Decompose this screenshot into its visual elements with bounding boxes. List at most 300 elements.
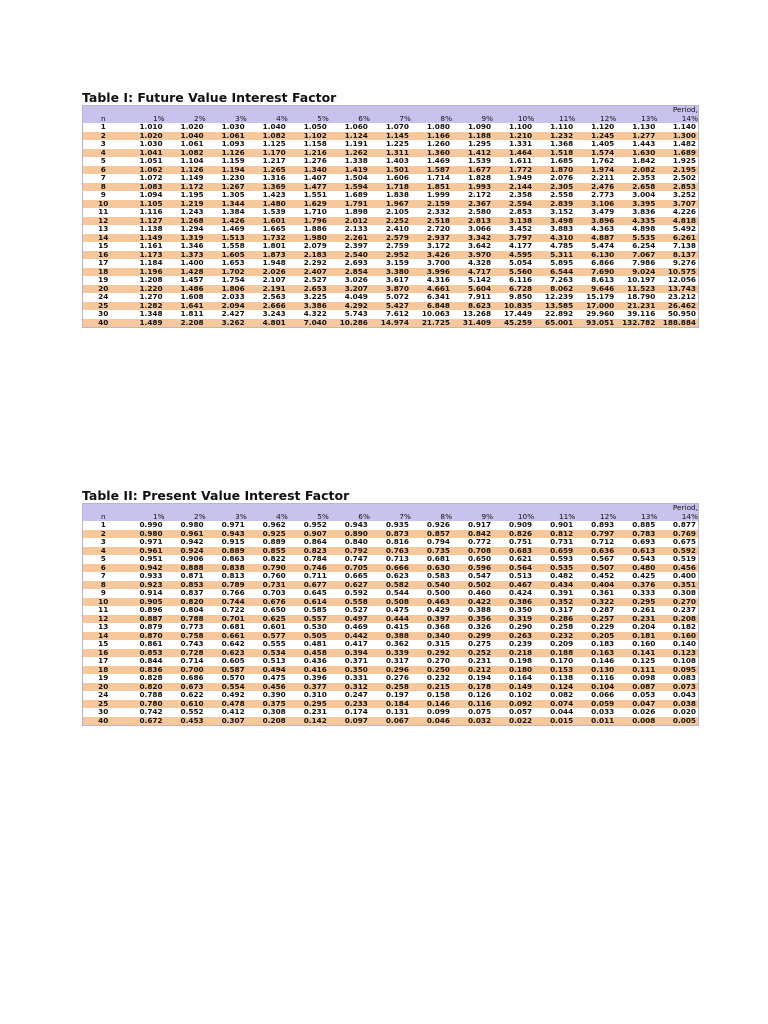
factor-cell: 7.067	[616, 251, 657, 260]
factor-cell: 4.818	[657, 217, 698, 226]
rate-header: 4%	[247, 513, 288, 522]
factor-cell: 12.056	[657, 276, 698, 285]
factor-cell: 0.683	[493, 547, 534, 556]
factor-cell: 7.911	[452, 293, 493, 302]
factor-cell: 2.261	[329, 234, 370, 243]
factor-cell: 0.500	[411, 589, 452, 598]
factor-cell: 0.543	[616, 555, 657, 564]
factor-cell: 0.067	[370, 717, 411, 726]
factor-cell: 0.391	[534, 589, 575, 598]
factor-cell: 0.044	[534, 708, 575, 717]
table-header-row	[83, 106, 699, 115]
factor-cell: 1.898	[329, 208, 370, 217]
factor-cell: 1.158	[288, 140, 329, 149]
factor-cell: 0.469	[329, 623, 370, 632]
rate-header: 11%	[534, 513, 575, 522]
factor-cell: 1.407	[288, 174, 329, 183]
factor-cell: 1.400	[165, 259, 206, 268]
factor-cell: 0.390	[247, 691, 288, 700]
factor-cell: 0.943	[329, 521, 370, 530]
factor-cell: 0.180	[493, 666, 534, 675]
factor-cell: 1.110	[534, 123, 575, 132]
factor-cell: 1.710	[288, 208, 329, 217]
factor-cell: 2.353	[616, 174, 657, 183]
factor-cell: 0.208	[657, 615, 698, 624]
period-cell: 24	[83, 293, 124, 302]
factor-cell: 0.026	[616, 708, 657, 717]
factor-cell: 1.344	[206, 200, 247, 209]
factor-cell: 0.924	[165, 547, 206, 556]
factor-cell: 0.270	[657, 598, 698, 607]
factor-cell: 2.579	[370, 234, 411, 243]
factor-cell: 0.804	[165, 606, 206, 615]
factor-cell: 0.693	[616, 538, 657, 547]
factor-cell: 0.659	[534, 547, 575, 556]
factor-cell: 0.153	[534, 666, 575, 675]
factor-cell: 2.720	[411, 225, 452, 234]
table-row	[83, 547, 699, 556]
factor-cell: 1.125	[247, 140, 288, 149]
factor-cell: 0.307	[206, 717, 247, 726]
factor-cell: 1.260	[411, 140, 452, 149]
factor-cell: 1.216	[288, 149, 329, 158]
factor-cell: 1.094	[124, 191, 165, 200]
period-cell: 1	[83, 123, 124, 132]
factor-cell: 0.711	[288, 572, 329, 581]
factor-cell: 1.412	[452, 149, 493, 158]
factor-cell: 1.630	[616, 149, 657, 158]
factor-cell: 1.464	[493, 149, 534, 158]
period-cell: 20	[83, 285, 124, 294]
factor-cell: 0.889	[206, 547, 247, 556]
period-cell: 24	[83, 691, 124, 700]
factor-cell: 7.690	[575, 268, 616, 277]
factor-cell: 0.747	[329, 555, 370, 564]
factor-cell: 2.759	[370, 242, 411, 251]
factor-cell: 0.915	[206, 538, 247, 547]
table-row	[83, 285, 699, 294]
factor-cell: 39.116	[616, 310, 657, 319]
factor-cell: 2.358	[493, 191, 534, 200]
factor-cell: 0.906	[165, 555, 206, 564]
factor-cell: 2.208	[165, 319, 206, 328]
factor-cell: 1.469	[206, 225, 247, 234]
factor-cell: 0.275	[452, 640, 493, 649]
factor-cell: 1.062	[124, 166, 165, 175]
factor-cell: 4.785	[534, 242, 575, 251]
factor-cell: 0.146	[411, 700, 452, 709]
factor-cell: 1.208	[124, 276, 165, 285]
factor-cell: 3.707	[657, 200, 698, 209]
factor-cell: 0.163	[575, 649, 616, 658]
factor-cell: 1.772	[493, 166, 534, 175]
period-cell: 30	[83, 708, 124, 717]
factor-cell: 23.212	[657, 293, 698, 302]
rate-header: 11%	[534, 115, 575, 124]
period-cell: 18	[83, 268, 124, 277]
factor-cell: 0.317	[370, 657, 411, 666]
factor-cell: 8.137	[657, 251, 698, 260]
factor-cell: 3.342	[452, 234, 493, 243]
factor-cell: 1.030	[124, 140, 165, 149]
factor-cell: 0.760	[247, 572, 288, 581]
factor-cell: 0.942	[124, 564, 165, 573]
rate-header: 8%	[411, 513, 452, 522]
factor-cell: 1.126	[206, 149, 247, 158]
factor-cell: 2.853	[493, 208, 534, 217]
factor-cell: 1.980	[288, 234, 329, 243]
factor-cell: 0.149	[493, 683, 534, 692]
factor-cell: 2.082	[616, 166, 657, 175]
factor-cell: 2.854	[329, 268, 370, 277]
factor-cell: 0.458	[288, 649, 329, 658]
factor-cell: 1.102	[288, 132, 329, 141]
factor-cell: 0.158	[411, 691, 452, 700]
factor-cell: 2.427	[206, 310, 247, 319]
factor-cell: 0.442	[329, 632, 370, 641]
factor-cell: 2.476	[575, 183, 616, 192]
factor-cell: 1.219	[165, 200, 206, 209]
table-row	[83, 555, 699, 564]
factor-cell: 3.243	[247, 310, 288, 319]
period-cell: 7	[83, 572, 124, 581]
factor-cell: 0.188	[534, 649, 575, 658]
factor-cell: 1.489	[124, 319, 165, 328]
factor-cell: 0.766	[206, 589, 247, 598]
factor-cell: 0.623	[370, 572, 411, 581]
factor-cell: 0.642	[206, 640, 247, 649]
factor-cell: 2.195	[657, 166, 698, 175]
factor-cell: 0.074	[534, 700, 575, 709]
factor-cell: 0.131	[370, 708, 411, 717]
factor-cell: 0.233	[329, 700, 370, 709]
factor-cell: 45.259	[493, 319, 534, 328]
factor-cell: 0.554	[206, 683, 247, 692]
factor-cell: 6.728	[493, 285, 534, 294]
factor-cell: 0.853	[124, 649, 165, 658]
factor-cell: 0.772	[452, 538, 493, 547]
factor-cell: 1.513	[206, 234, 247, 243]
factor-cell: 1.130	[616, 123, 657, 132]
factor-cell: 0.141	[616, 649, 657, 658]
factor-cell: 0.744	[206, 598, 247, 607]
factor-cell: 0.178	[452, 683, 493, 692]
rate-header: 3%	[206, 115, 247, 124]
factor-cell: 1.010	[124, 123, 165, 132]
factor-cell: 0.350	[493, 606, 534, 615]
factor-cell: 0.104	[575, 683, 616, 692]
factor-cell: 0.705	[329, 564, 370, 573]
factor-cell: 0.046	[411, 717, 452, 726]
factor-cell: 0.108	[657, 657, 698, 666]
factor-cell: 0.140	[657, 640, 698, 649]
factor-cell: 0.258	[534, 623, 575, 632]
factor-cell: 0.453	[165, 717, 206, 726]
factor-cell: 0.614	[288, 598, 329, 607]
factor-cell: 1.276	[288, 157, 329, 166]
factor-cell: 0.650	[452, 555, 493, 564]
factor-cell: 0.623	[206, 649, 247, 658]
factor-cell: 0.331	[329, 674, 370, 683]
factor-cell: 1.842	[616, 157, 657, 166]
table-row	[83, 310, 699, 319]
period-cell: 4	[83, 547, 124, 556]
period-cell: 40	[83, 717, 124, 726]
factor-cell: 0.142	[288, 717, 329, 726]
factor-cell: 13.585	[534, 302, 575, 311]
factor-cell: 0.229	[575, 623, 616, 632]
factor-cell: 0.790	[247, 564, 288, 573]
factor-cell: 2.252	[370, 217, 411, 226]
factor-cell: 0.124	[534, 683, 575, 692]
factor-cell: 1.196	[124, 268, 165, 277]
factor-cell: 3.225	[288, 293, 329, 302]
table-row	[83, 598, 699, 607]
factor-cell: 0.351	[657, 581, 698, 590]
period-cell: 25	[83, 700, 124, 709]
factor-cell: 10.575	[657, 268, 698, 277]
factor-cell: 2.773	[575, 191, 616, 200]
table-row	[83, 564, 699, 573]
factor-cell: 1.605	[206, 251, 247, 260]
factor-cell: 0.376	[616, 581, 657, 590]
factor-cell: 0.962	[247, 521, 288, 530]
factor-cell: 1.685	[534, 157, 575, 166]
factor-cell: 3.152	[534, 208, 575, 217]
table-row	[83, 717, 699, 726]
factor-cell: 1.331	[493, 140, 534, 149]
factor-cell: 0.011	[575, 717, 616, 726]
factor-cell: 9.024	[616, 268, 657, 277]
factor-cell: 1.338	[329, 157, 370, 166]
factor-cell: 0.625	[247, 615, 288, 624]
factor-cell: 3.797	[493, 234, 534, 243]
factor-cell: 0.677	[288, 581, 329, 590]
factor-cell: 0.160	[616, 640, 657, 649]
table-row	[83, 225, 699, 234]
period-cell: 40	[83, 319, 124, 328]
table-row	[83, 674, 699, 683]
factor-cell: 3.970	[452, 251, 493, 260]
factor-cell: 2.191	[247, 285, 288, 294]
factor-cell: 4.801	[247, 319, 288, 328]
factor-cell: 0.784	[288, 555, 329, 564]
factor-cell: 0.701	[206, 615, 247, 624]
factor-cell: 1.384	[206, 208, 247, 217]
table-row	[83, 708, 699, 717]
factor-cell: 1.967	[370, 200, 411, 209]
factor-cell: 0.317	[534, 606, 575, 615]
table-row	[83, 572, 699, 581]
factor-cell: 0.095	[657, 666, 698, 675]
table-row	[83, 251, 699, 260]
factor-cell: 0.295	[616, 598, 657, 607]
factor-cell: 1.294	[165, 225, 206, 234]
period-cell: 5	[83, 555, 124, 564]
factor-cell: 1.194	[206, 166, 247, 175]
factor-cell: 6.254	[616, 242, 657, 251]
factor-cell: 1.611	[493, 157, 534, 166]
factor-cell: 0.853	[165, 581, 206, 590]
factor-cell: 5.492	[657, 225, 698, 234]
table-title: Table I: Future Value Interest Factor	[82, 90, 337, 105]
period-cell: 4	[83, 149, 124, 158]
factor-cell: 4.292	[329, 302, 370, 311]
factor-cell: 21.231	[616, 302, 657, 311]
factor-cell: 8.613	[575, 276, 616, 285]
factor-cell: 1.403	[370, 157, 411, 166]
factor-cell: 26.462	[657, 302, 698, 311]
factor-cell: 0.296	[370, 666, 411, 675]
factor-cell: 3.026	[329, 276, 370, 285]
factor-cell: 1.477	[288, 183, 329, 192]
factor-cell: 0.497	[329, 615, 370, 624]
factor-cell: 0.961	[124, 547, 165, 556]
period-cell: 13	[83, 225, 124, 234]
factor-cell: 0.043	[657, 691, 698, 700]
factor-cell: 3.896	[575, 217, 616, 226]
factor-cell: 0.404	[575, 581, 616, 590]
period-cell: 25	[83, 302, 124, 311]
factor-cell: 0.092	[493, 700, 534, 709]
factor-cell: 2.033	[206, 293, 247, 302]
table-row	[83, 140, 699, 149]
factor-cell: 0.650	[247, 606, 288, 615]
factor-cell: 1.469	[411, 157, 452, 166]
factor-cell: 2.952	[370, 251, 411, 260]
factor-cell: 1.419	[329, 166, 370, 175]
factor-cell: 1.316	[247, 174, 288, 183]
factor-cell: 7.986	[616, 259, 657, 268]
period-label: Period,	[83, 106, 699, 115]
factor-cell: 0.540	[411, 581, 452, 590]
factor-cell: 1.040	[247, 123, 288, 132]
factor-cell: 0.547	[452, 572, 493, 581]
factor-cell: 0.125	[616, 657, 657, 666]
factor-cell: 1.120	[575, 123, 616, 132]
factor-cell: 0.232	[411, 674, 452, 683]
period-cell: 6	[83, 564, 124, 573]
table-row	[83, 623, 699, 632]
factor-cell: 1.217	[247, 157, 288, 166]
factor-cell: 0.082	[534, 691, 575, 700]
factor-cell: 13.268	[452, 310, 493, 319]
factor-cell: 2.937	[411, 234, 452, 243]
factor-cell: 0.356	[452, 615, 493, 624]
table-row	[83, 259, 699, 268]
rate-header: 10%	[493, 115, 534, 124]
factor-cell: 0.232	[534, 632, 575, 641]
factor-cell: 0.863	[206, 555, 247, 564]
factor-cell: 0.613	[616, 547, 657, 556]
factor-cell: 1.360	[411, 149, 452, 158]
factor-cell: 1.184	[124, 259, 165, 268]
period-cell: 2	[83, 530, 124, 539]
factor-cell: 0.971	[124, 538, 165, 547]
factor-cell: 0.838	[206, 564, 247, 573]
factor-cell: 1.149	[165, 174, 206, 183]
factor-cell: 4.717	[452, 268, 493, 277]
factor-cell: 10.197	[616, 276, 657, 285]
table-row	[83, 615, 699, 624]
factor-cell: 0.252	[452, 649, 493, 658]
factor-cell: 8.062	[534, 285, 575, 294]
table-row	[83, 191, 699, 200]
factor-cell: 1.539	[247, 208, 288, 217]
rate-header: 14%	[657, 115, 698, 124]
factor-cell: 1.225	[370, 140, 411, 149]
factor-cell: 0.292	[411, 649, 452, 658]
period-cell: 15	[83, 242, 124, 251]
factor-cell: 0.530	[288, 623, 329, 632]
factor-cell: 1.629	[288, 200, 329, 209]
table-row	[83, 700, 699, 709]
factor-cell: 0.855	[247, 547, 288, 556]
factor-cell: 0.686	[165, 674, 206, 683]
factor-cell: 1.116	[124, 208, 165, 217]
factor-cell: 0.008	[616, 717, 657, 726]
factor-cell: 2.105	[370, 208, 411, 217]
factor-cell: 1.346	[165, 242, 206, 251]
factor-cell: 0.622	[165, 691, 206, 700]
rate-header: 14%	[657, 513, 698, 522]
factor-cell: 0.212	[452, 666, 493, 675]
factor-cell: 1.149	[124, 234, 165, 243]
factor-cell: 0.788	[165, 615, 206, 624]
factor-cell: 21.725	[411, 319, 452, 328]
factor-cell: 0.773	[165, 623, 206, 632]
factor-cell: 2.853	[657, 183, 698, 192]
period-n-header: n	[83, 115, 124, 124]
factor-cell: 1.138	[124, 225, 165, 234]
factor-cell: 8.623	[452, 302, 493, 311]
period-cell: 30	[83, 310, 124, 319]
rate-header: 8%	[411, 115, 452, 124]
factor-cell: 4.177	[493, 242, 534, 251]
factor-cell: 1.551	[288, 191, 329, 200]
factor-cell: 1.993	[452, 183, 493, 192]
factor-cell: 10.286	[329, 319, 370, 328]
factor-cell: 0.870	[124, 632, 165, 641]
factor-cell: 4.310	[534, 234, 575, 243]
rate-header: 5%	[288, 513, 329, 522]
factor-cell: 6.116	[493, 276, 534, 285]
factor-cell: 0.712	[575, 538, 616, 547]
factor-cell: 0.181	[616, 632, 657, 641]
factor-cell: 0.935	[370, 521, 411, 530]
factor-cell: 0.605	[206, 657, 247, 666]
factor-cell: 1.641	[165, 302, 206, 311]
factor-cell: 1.373	[165, 251, 206, 260]
factor-cell: 1.061	[165, 140, 206, 149]
factor-cell: 1.653	[206, 259, 247, 268]
period-cell: 10	[83, 598, 124, 607]
factor-cell: 0.917	[452, 521, 493, 530]
factor-cell: 1.277	[616, 132, 657, 141]
factor-cell: 0.961	[165, 530, 206, 539]
factor-cell: 3.642	[452, 242, 493, 251]
factor-cell: 2.518	[411, 217, 452, 226]
factor-cell: 0.097	[329, 717, 370, 726]
factor-cell: 0.585	[288, 606, 329, 615]
factor-cell: 0.138	[534, 674, 575, 683]
table-row	[83, 183, 699, 192]
factor-cell: 1.606	[370, 174, 411, 183]
rate-header: 5%	[288, 115, 329, 124]
factor-cell: 0.098	[616, 674, 657, 683]
factor-cell: 0.797	[575, 530, 616, 539]
factor-cell: 0.731	[247, 581, 288, 590]
